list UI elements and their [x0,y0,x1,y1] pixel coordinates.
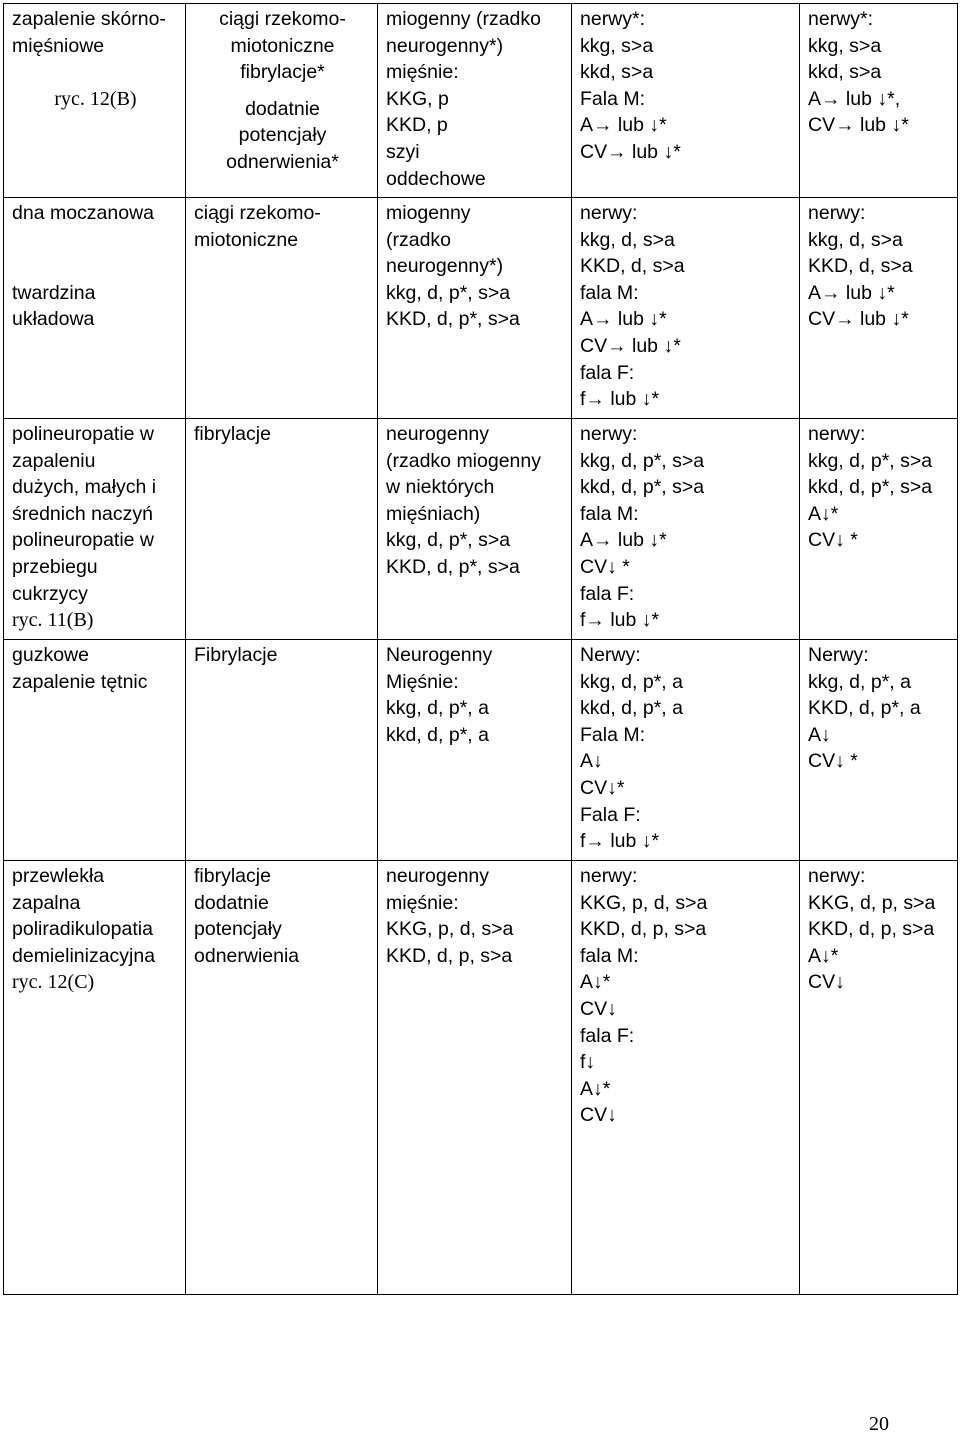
criteria-table [3,3,958,1295]
cell-condition [4,4,186,198]
cell-line: A↓* [808,502,839,525]
cell-condition [4,861,186,1295]
cell-line: kkg, d, p*, a [386,697,489,720]
cell-line: KKD, d, p, s>a [808,918,935,941]
cell-line: CV→ lub ↓* [808,308,909,331]
cell-line: zapaleniu [12,449,96,472]
cell-line: kkg, d, p*, s>a [386,529,511,552]
cell-line: fibrylacje [194,423,271,445]
cell-line: średnich naczyń [12,502,153,525]
cell-line: nerwy: [808,423,866,445]
cell-line: miogenny [386,202,471,224]
cell-line: KKD, d, s>a [580,255,685,278]
cell-line: nerwy*: [580,8,646,30]
cell-emg-spontaneous [186,198,378,419]
cell-line: zapalenie skórno- [12,8,166,30]
cell-line: Fala F: [580,803,641,826]
cell-line: przewlekła [12,865,105,887]
cell-line: mięśnie: [386,61,459,84]
cell-line: fibrylacje [194,865,271,887]
cell-line: fibrylacje* [240,61,325,84]
cell-line: CV→ lub ↓* [580,140,681,163]
cell-line: f↓ [580,1051,596,1074]
cell-line: CV↓ * [808,529,858,552]
cell-line: Mięśnie: [386,670,459,693]
cell-line: szyi [386,140,420,163]
cell-line: polineuropatie w [12,423,155,445]
cell-line: fala F: [580,361,635,384]
cell-line: fala M: [580,944,639,967]
cell-line: układowa [12,308,95,331]
cell-line: nerwy: [580,423,638,445]
cell-line: mięśniach) [386,502,481,525]
cell-line: A↓* [580,1077,611,1100]
cell-line: dużych, małych i [12,476,157,499]
cell-emg-pattern [378,861,572,1295]
cell-line: KKG, p, d, s>a [386,918,514,941]
cell-line: guzkowe [12,644,89,666]
cell-nerve-conduction-alt [800,419,958,640]
table-row [4,198,958,419]
cell-line: Fala M: [580,87,646,110]
cell-line: A→ lub ↓* [808,281,895,304]
cell-line: KKD, d, p*, s>a [386,308,520,331]
cell-line: CV↓ [580,1104,617,1127]
cell-nerve-conduction-alt [800,640,958,861]
cell-emg-spontaneous [186,640,378,861]
cell-line: kkg, d, p*, s>a [808,449,933,472]
cell-line: A→ lub ↓* [580,308,667,331]
cell-line: nerwy*: [808,8,874,30]
cell-line: KKD, d, p, s>a [580,918,707,941]
cell-line: f→ lub ↓* [580,609,660,632]
cell-nerve-conduction-alt [800,4,958,198]
cell-line: CV↓ [580,997,617,1020]
cell-line [12,227,179,254]
cell-emg-spontaneous [186,861,378,1295]
cell-line: CV→ lub ↓* [808,114,909,137]
cell-line: miotoniczne [194,228,299,251]
table-row [4,640,958,861]
cell-line: kkg, d, p*, s>a [386,281,511,304]
cell-line: A↓* [580,971,611,994]
cell-line: KKD, d, p*, s>a [386,555,520,578]
cell-nerve-conduction [572,640,800,861]
cell-condition [4,198,186,419]
cell-line: kkg, d, p*, s>a [580,449,705,472]
cell-line: ryc. 11(B) [12,609,94,632]
cell-line: oddechowe [386,167,486,190]
cell-line: KKD, p [386,114,448,137]
cell-condition [4,419,186,640]
cell-line: dodatnie [245,97,320,120]
cell-line: potencjały [238,124,327,147]
cell-line: kkd, s>a [580,61,654,84]
cell-line: zapalna [12,891,81,914]
cell-emg-pattern [378,4,572,198]
cell-line: kkg, s>a [580,34,654,57]
cell-line: kkd, d, p*, a [580,697,683,720]
table-row [4,4,958,198]
cell-line: KKD, d, s>a [808,255,913,278]
cell-line: nerwy: [580,865,638,887]
cell-line: fala F: [580,1024,635,1047]
cell-line: odnerwienia* [226,150,339,173]
cell-line: poliradikulopatia [12,918,153,941]
cell-line: A→ lub ↓* [580,114,667,137]
cell-line: w niektórych [386,476,495,499]
cell-line: ciągi rzekomo- [219,8,346,30]
cell-line: neurogenny [386,423,490,445]
cell-line: CV↓ * [808,750,858,773]
cell-line: KKG, p [386,87,449,110]
cell-line: fala M: [580,502,639,525]
cell-line: neurogenny [386,865,490,887]
cell-line: f→ lub ↓* [580,830,660,853]
cell-line: neurogenny*) [386,255,504,278]
cell-line [12,59,179,86]
cell-emg-pattern [378,198,572,419]
cell-line: A↓ [580,750,603,773]
cell-emg-spontaneous [186,4,378,198]
cell-line: Nerwy: [808,644,869,666]
cell-line: kkg, d, p*, a [808,670,911,693]
cell-line: cukrzycy [12,582,88,605]
cell-line: KKD, d, p*, a [808,697,921,720]
cell-line: przebiegu [12,555,98,578]
cell-emg-pattern [378,419,572,640]
cell-line: KKG, p, d, s>a [580,891,708,914]
cell-nerve-conduction [572,4,800,198]
cell-line: kkg, d, s>a [580,228,675,251]
cell-line: twardzina [12,281,96,304]
cell-condition [4,640,186,861]
cell-line: Nerwy: [580,644,641,666]
cell-line: fala M: [580,281,639,304]
cell-line: potencjały [194,918,282,941]
cell-nerve-conduction [572,198,800,419]
cell-line: CV↓ * [580,555,630,578]
cell-line: fala F: [580,582,635,605]
cell-line: kkg, d, p*, a [580,670,683,693]
cell-nerve-conduction [572,419,800,640]
cell-line: kkd, d, p*, s>a [808,476,933,499]
cell-nerve-conduction-alt [800,198,958,419]
cell-line: KKG, d, p, s>a [808,891,936,914]
cell-line: nerwy: [808,202,866,224]
cell-line: mięśniowe [12,34,105,57]
cell-nerve-conduction-alt [800,861,958,1295]
cell-line: A→ lub ↓* [580,529,667,552]
cell-line: neurogenny*) [386,34,504,57]
table-row [4,419,958,640]
cell-line: KKD, d, p, s>a [386,944,513,967]
cell-emg-pattern [378,640,572,861]
cell-line: A↓ [808,723,831,746]
table-row [4,861,958,1295]
cell-line: dodatnie [194,891,269,914]
cell-line: odnerwienia [194,944,300,967]
cell-line: A→ lub ↓*, [808,87,901,110]
cell-line: ryc. 12(B) [54,87,137,110]
cell-line: ciągi rzekomo- [194,202,321,224]
cell-line: kkd, d, p*, a [386,723,489,746]
cell-line: ryc. 12(C) [12,971,95,994]
cell-line: nerwy: [580,202,638,224]
cell-line: (rzadko [386,228,452,251]
cell-line: kkd, s>a [808,61,882,84]
cell-line: demielinizacyjna [12,944,156,967]
page-number: 20 [869,1413,889,1435]
cell-line: mięśnie: [386,891,459,914]
cell-line: Fala M: [580,723,646,746]
cell-line: kkd, d, p*, s>a [580,476,705,499]
cell-line: miogenny (rzadko [386,8,541,30]
cell-nerve-conduction [572,861,800,1295]
cell-emg-spontaneous [186,419,378,640]
cell-line: (rzadko miogenny [386,449,541,472]
cell-line: miotoniczne [230,34,335,57]
cell-line [12,253,179,280]
cell-line: kkg, s>a [808,34,882,57]
cell-line: CV→ lub ↓* [580,334,681,357]
cell-line: Fibrylacje [194,644,278,666]
cell-line: A↓* [808,944,839,967]
cell-line: CV↓ [808,971,845,994]
cell-line: zapalenie tętnic [12,670,148,693]
cell-line: f→ lub ↓* [580,388,660,411]
table-body [4,4,958,1295]
cell-line: nerwy: [808,865,866,887]
cell-line: CV↓* [580,776,625,799]
cell-line: polineuropatie w [12,529,155,552]
cell-line: kkg, d, s>a [808,228,903,251]
cell-line: dna moczanowa [12,202,155,224]
cell-line: Neurogenny [386,644,493,666]
